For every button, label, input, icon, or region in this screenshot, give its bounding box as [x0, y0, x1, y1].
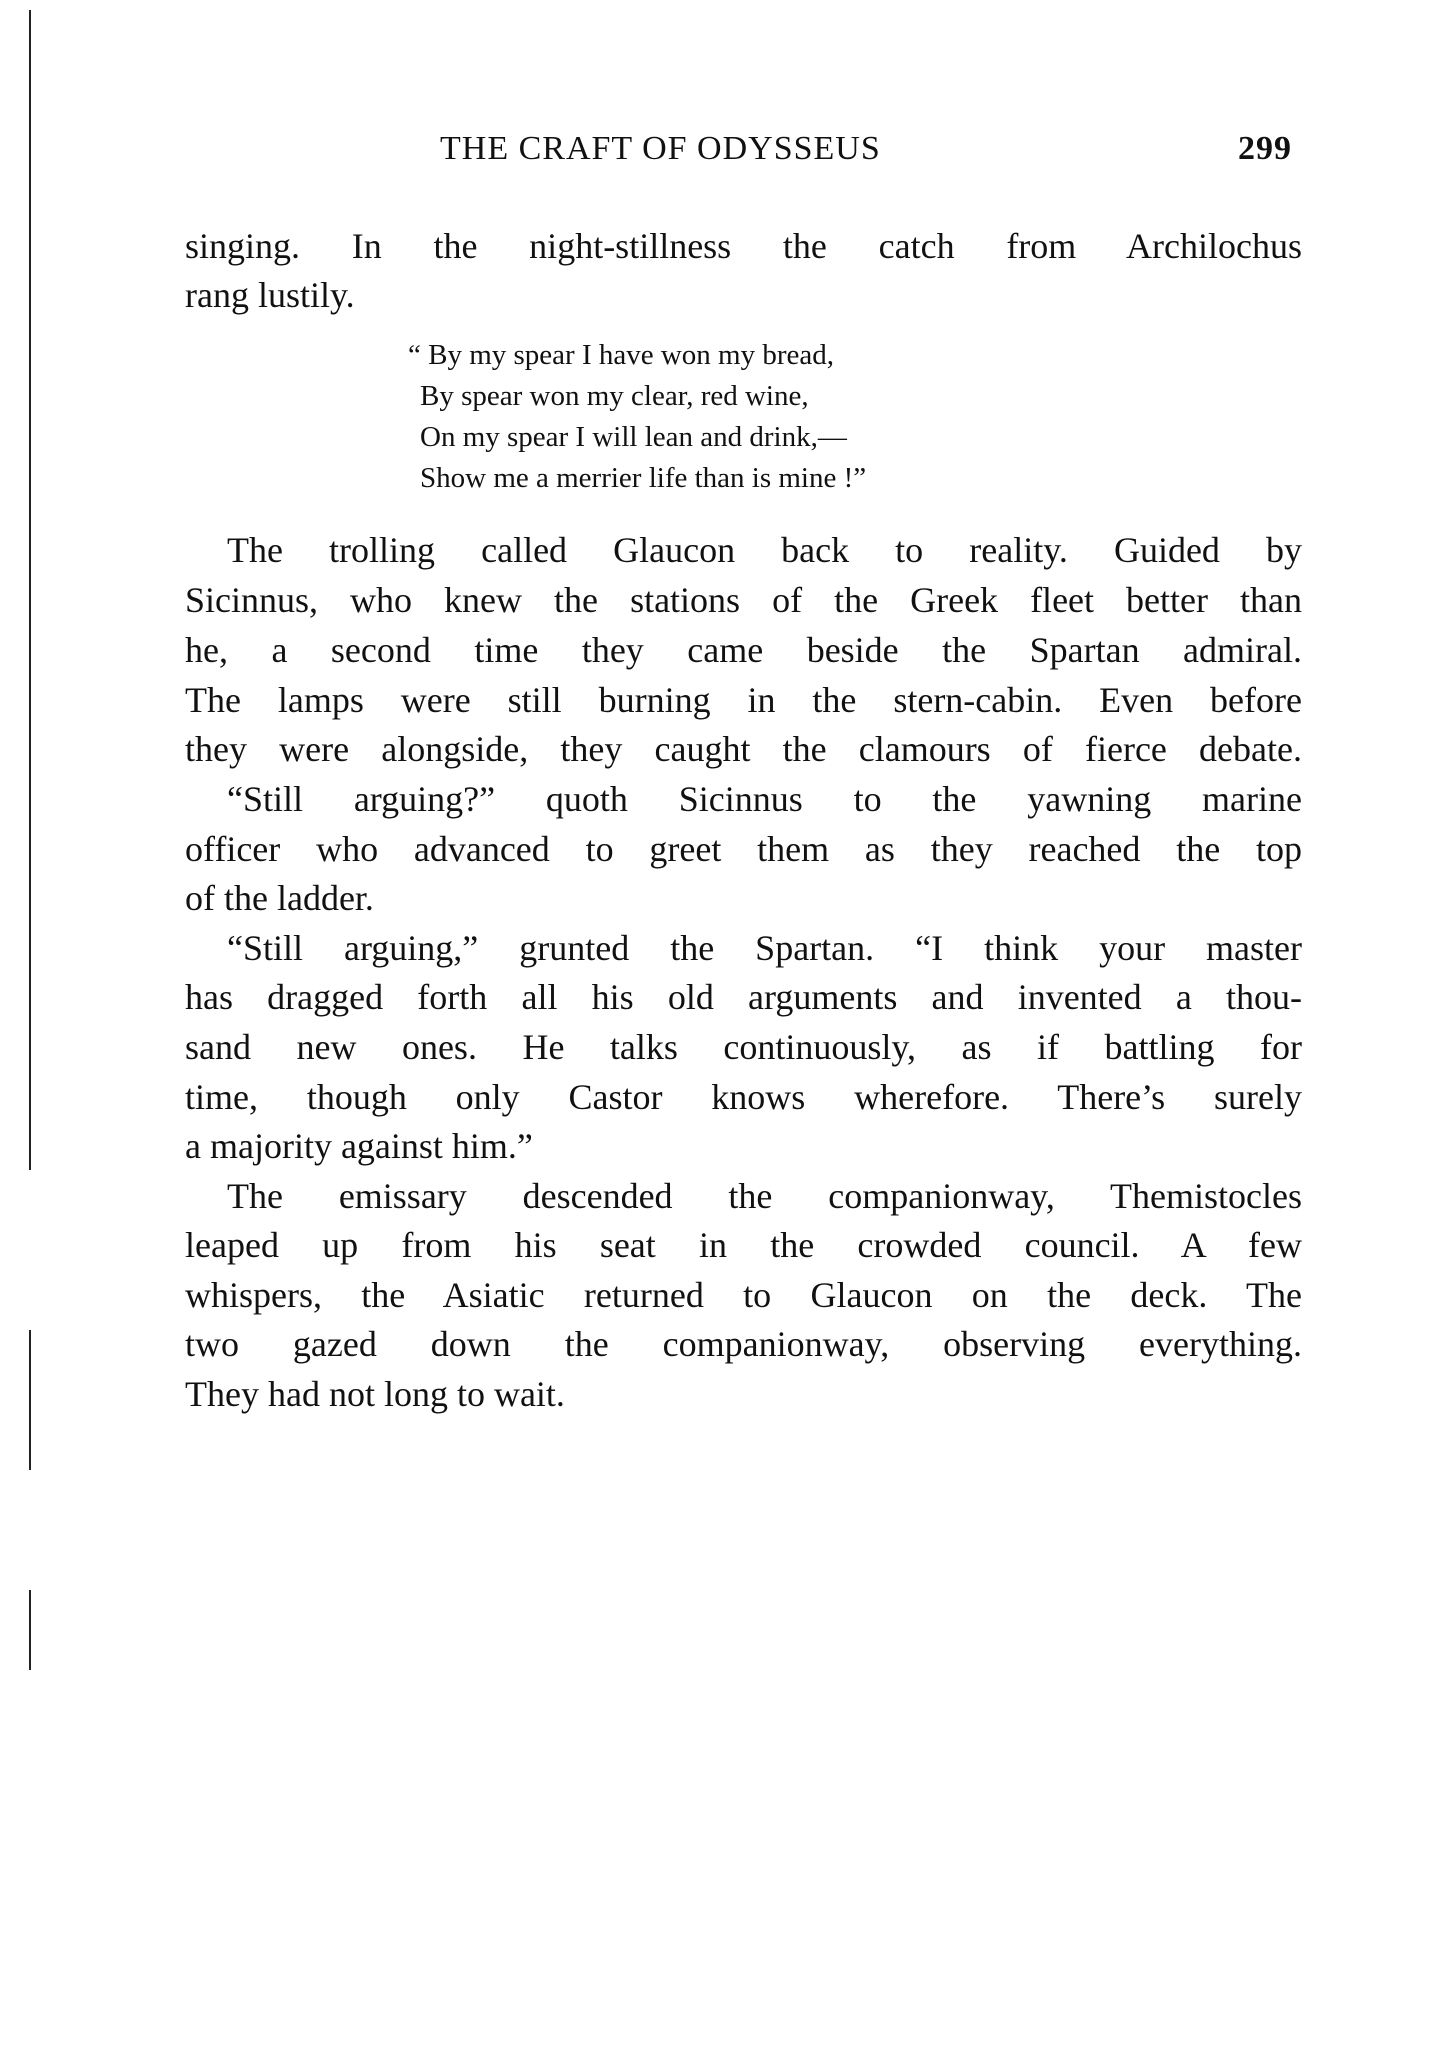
- text-line: The lamps were still burning in the stern-cabin. Even before: [185, 680, 1302, 720]
- text-line: rang lustily.: [185, 275, 355, 315]
- running-header-title: THE CRAFT OF ODYSSEUS: [440, 130, 881, 167]
- text-line: leaped up from his seat in the crowded council. A few: [185, 1225, 1302, 1265]
- text-line: The trolling called Glaucon back to reality. Guided by: [227, 530, 1302, 570]
- text-line: they were alongside, they caught the clamours of fierce debate.: [185, 729, 1302, 769]
- text-line: The emissary descended the companionway, Themistocles: [227, 1176, 1302, 1216]
- text-line: singing. In the night-stillness the catch from Archilochus: [185, 226, 1302, 266]
- text-line: has dragged forth all his old arguments and invented a thou-: [185, 977, 1302, 1017]
- page-number: 299: [1238, 130, 1292, 167]
- text-line: time, though only Castor knows wherefore. There’s surely: [185, 1077, 1302, 1117]
- text-line: “Still arguing,” grunted the Spartan. “I think your master: [227, 928, 1302, 968]
- text-line: officer who advanced to greet them as they reached the top: [185, 829, 1302, 869]
- text-line: whispers, the Asiatic returned to Glaucon on the deck. The: [185, 1275, 1302, 1315]
- text-line: a majority against him.”: [185, 1126, 533, 1166]
- verse-line: On my spear I will lean and drink,—: [420, 421, 847, 453]
- verse-line: By spear won my clear, red wine,: [420, 380, 809, 412]
- scan-edge-mark: [29, 1590, 31, 1670]
- verse-line: Show me a merrier life than is mine !”: [420, 462, 867, 494]
- text-line: he, a second time they came beside the Spartan admiral.: [185, 630, 1302, 670]
- verse-line: “ By my spear I have won my bread,: [408, 339, 835, 371]
- scan-edge-mark: [29, 1330, 31, 1470]
- scan-edge-mark: [29, 10, 31, 1170]
- text-line: sand new ones. He talks continuously, as if battling for: [185, 1027, 1302, 1067]
- text-line: They had not long to wait.: [185, 1374, 565, 1414]
- text-line: two gazed down the companionway, observing everything.: [185, 1324, 1302, 1364]
- text-line: of the ladder.: [185, 878, 374, 918]
- text-line: Sicinnus, who knew the stations of the Greek fleet better than: [185, 580, 1302, 620]
- text-line: “Still arguing?” quoth Sicinnus to the yawning marine: [227, 779, 1302, 819]
